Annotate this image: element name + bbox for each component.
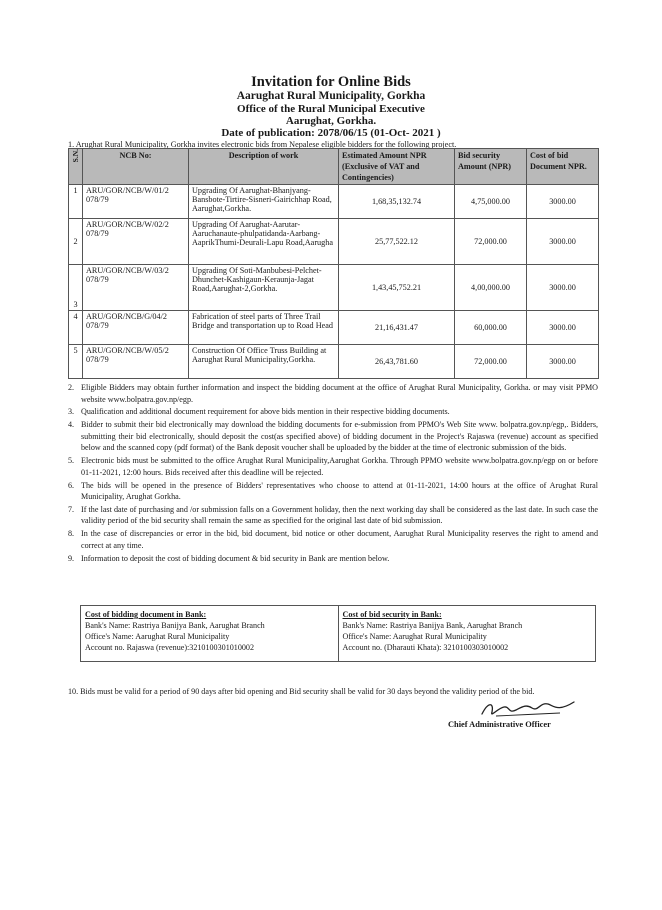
row-description: Upgrading Of Aarughat-Bhanjyang-Bansbote-Tirtire-Sisneri-Gairichhap Road, Aarughat,Gorkha. <box>189 185 339 219</box>
organization-name: Aarughat Rural Municipality, Gorkha <box>236 90 426 102</box>
paragraph-10: 10. Bids must be valid for a period of 90 days after bid opening and Bid security shall be valid for 30 days beyond the validity period of the bid. <box>68 687 535 696</box>
table-row <box>69 311 599 345</box>
header-cost-of-document: Cost of bid Document NPR. <box>527 149 599 185</box>
table-row <box>69 345 599 379</box>
paragraph-4: 4. Bidder to submit their bid electronically may download the bidding documents for e-submission from PPMO's Web Site www. bolpatra.gov.np/egp,. Bidders, submitting their bid electronically, should deposit the cost(as specified above) of bidding document in the Project's Rajaswa (revenue) account as specified below and the scanned copy (pdf format) of the Bank deposit voucher shall be uploaded by the bidder at the time of electronic submission of the bids. <box>68 420 598 453</box>
bank-left-title: Cost of bidding document in Bank: <box>85 610 207 619</box>
header-sn: S.N. <box>69 149 83 185</box>
paragraph-9: 9. Information to deposit the cost of bidding document & bid security in Bank are mention below. <box>68 553 390 563</box>
bank-details-table <box>80 605 596 662</box>
row-amount: 21,16,431.47 <box>339 311 455 345</box>
row-cost: 3000.00 <box>527 345 599 379</box>
bank-right-bank-name: Bank's Name: Rastriya Banijya Bank, Aarughat Branch <box>342 621 523 630</box>
header-bid-security: Bid security Amount (NPR) <box>455 149 527 185</box>
row-description: Upgrading Of Soti-Manbubesi-Pelchet-Dhunchet-Kashigaun-Keraunja-Jagat Road,Aarughat-2,Gorkha. <box>189 265 339 311</box>
bank-left-bank-name: Bank's Name: Rastriya Banijya Bank, Aarughat Branch <box>85 621 265 630</box>
intro-paragraph: 1. Arughat Rural Municipality, Gorkha invites electronic bids from Nepalese eligible bidders for the following project. <box>68 140 457 149</box>
table-row <box>69 185 599 219</box>
paragraph-3: 3. Qualification and additional document requirement for above bids mention in their respective bidding documents. <box>68 407 450 417</box>
bank-right-account: Account no. (Dharauti Khata): 3210100303010002 <box>342 643 509 652</box>
bank-right-office-name: Office's Name: Aarughat Rural Municipality <box>342 632 487 641</box>
row-cost: 3000.00 <box>527 185 599 219</box>
header-description: Description of work <box>189 149 339 185</box>
row-description: Construction Of Office Truss Building at Aarughat Rural Municipality,Gorkha. <box>189 345 339 379</box>
row-description: Fabrication of steel parts of Three Trail Bridge and transportation up to Road Head <box>189 311 339 345</box>
row-security: 4,75,000.00 <box>455 185 527 219</box>
header-ncb: NCB No: <box>83 149 189 185</box>
row-security: 72,000.00 <box>455 345 527 379</box>
bank-left-office-name: Office's Name: Aarughat Rural Municipality <box>85 632 230 641</box>
row-cost: 3000.00 <box>527 311 599 345</box>
header-estimated-amount: Estimated Amount NPR (Exclusive of VAT and Contingencies) <box>339 149 455 185</box>
table-row <box>69 219 599 265</box>
row-ncb: ARU/GOR/NCB/W/01/2 078/79 <box>83 185 189 219</box>
row-description: Upgrading Of Aarughat-Aarutar-Aaruchanaute-phulpatidanda-Aarbang-AaprikThumi-Deurali-Lapu Road,Aarugha <box>189 219 339 265</box>
paragraph-6: 6. The bids will be opened in the presence of Bidders' representatives who choose to attend at 01-11-2021, 14:00 hours at the office of Arughat Rural Municipality, Arughat Gorkha. <box>68 480 598 502</box>
office-address: Aarughat, Gorkha. <box>285 115 377 127</box>
paragraph-8: 8. In the case of discrepancies or error in the bid, bid document, bid notice or other document, Aarughat Rural Municipality reserves the right to amend and correct at any time. <box>68 529 598 550</box>
row-sn: 3 <box>69 265 83 311</box>
publication-date: Date of publication: 2078/06/15 (01-Oct- 2021 ) <box>221 127 441 139</box>
row-security: 4,00,000.00 <box>455 265 527 311</box>
table-row <box>69 265 599 311</box>
signer-title: Chief Administrative Officer <box>448 720 551 729</box>
bank-left-account: Account no. Rajaswa (revenue):3210100301010002 <box>85 643 255 652</box>
row-ncb: ARU/GOR/NCB/G/04/2 078/79 <box>83 311 189 345</box>
bank-bid-security-cell <box>338 606 596 662</box>
notice-paragraphs <box>68 382 598 565</box>
row-amount: 26,43,781.60 <box>339 345 455 379</box>
row-sn: 4 <box>69 311 83 345</box>
row-sn: 1 <box>69 185 83 219</box>
bank-right-title: Cost of bid security in Bank: <box>342 610 442 619</box>
page-title: Invitation for Online Bids <box>251 74 411 90</box>
bids-table <box>68 148 599 379</box>
paragraph-7: 7. If the last date of purchasing and /or submission falls on a Government holiday, then the next working day shall be considered as the last date. In such case the validity period of the bid security shall remain the same as specified for the original last date of bid submission. <box>68 504 598 526</box>
paragraph-5: 5. Electronic bids must be submitted to the office Arughat Rural Municipality,Aarughat Gorkha. Through PPMO website www.bolpatra.gov.np/egp on or before 01-11-2021, 12:00 hours. Bids received after this deadline will be rejected. <box>68 456 598 477</box>
row-security: 60,000.00 <box>455 311 527 345</box>
paragraph-2: 2. Eligible Bidders may obtain further information and inspect the bidding document at the office of Arughat Rural Municipality, Gorkha. or may visit PPMO website www.bolpatra.gov.np/egp. <box>68 383 598 404</box>
row-security: 72,000.00 <box>455 219 527 265</box>
office-name: Office of the Rural Municipal Executive <box>237 103 425 115</box>
row-ncb: ARU/GOR/NCB/W/02/2 078/79 <box>83 219 189 265</box>
row-amount: 1,43,45,752.21 <box>339 265 455 311</box>
table-header-row <box>69 149 599 185</box>
row-ncb: ARU/GOR/NCB/W/03/2 078/79 <box>83 265 189 311</box>
row-cost: 3000.00 <box>527 265 599 311</box>
row-ncb: ARU/GOR/NCB/W/05/2 078/79 <box>83 345 189 379</box>
row-cost: 3000.00 <box>527 219 599 265</box>
bank-cost-of-document-cell <box>81 606 339 662</box>
row-sn: 5 <box>69 345 83 379</box>
signature-icon <box>478 698 578 720</box>
row-sn: 2 <box>69 219 83 265</box>
row-amount: 1,68,35,132.74 <box>339 185 455 219</box>
row-amount: 25,77,522.12 <box>339 219 455 265</box>
